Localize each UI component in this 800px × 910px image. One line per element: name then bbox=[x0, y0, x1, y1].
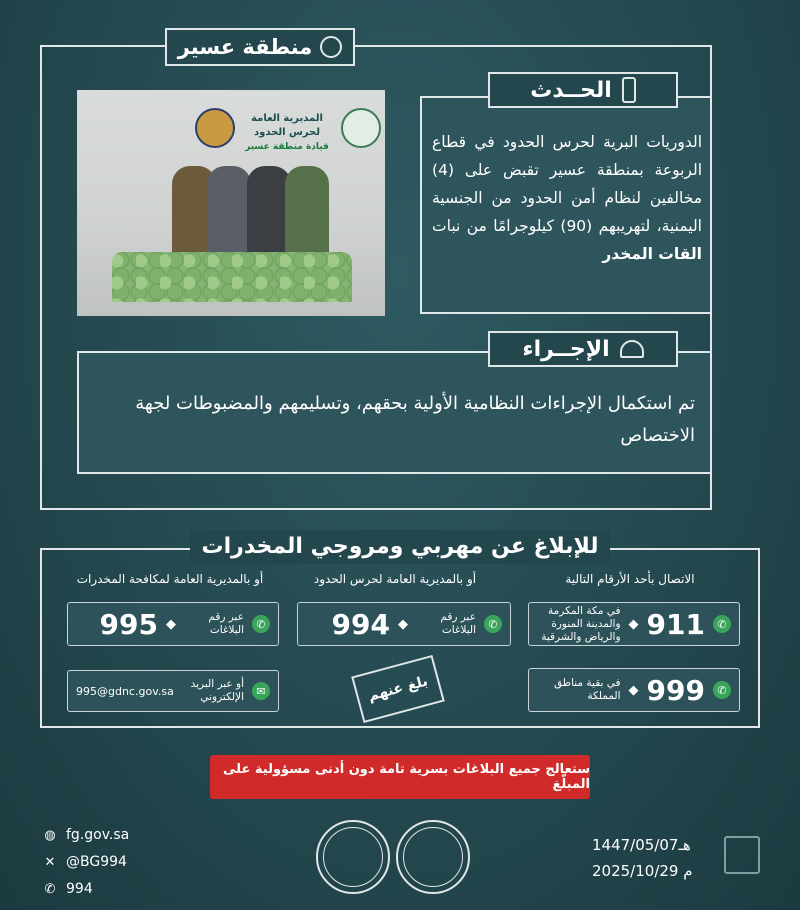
email-card[interactable] bbox=[67, 670, 279, 712]
phone-icon: ✆ bbox=[713, 615, 731, 633]
phone-number-994: 994 bbox=[331, 607, 390, 641]
event-title: الحــدث bbox=[530, 77, 612, 103]
phone-card-911[interactable] bbox=[528, 602, 740, 646]
col1-header: الاتصال بأحد الأرقام التالية bbox=[565, 572, 695, 586]
hijri-date: 1447/05/07هـ bbox=[592, 836, 691, 854]
arrow-icon: ◆ bbox=[166, 616, 176, 632]
phone-icon: ✆ bbox=[484, 615, 502, 633]
phone-footer-icon: ✆ bbox=[44, 882, 56, 897]
footer-links bbox=[42, 822, 129, 903]
event-text-bold: القات المخدر bbox=[602, 245, 702, 263]
website-row[interactable] bbox=[42, 822, 129, 849]
photo-header bbox=[237, 112, 337, 154]
report-title: للإبلاغ عن مهربي ومروجي المخدرات bbox=[190, 530, 610, 564]
photo-header-line2: قيادة منطقة عسير bbox=[245, 142, 329, 152]
region-title: منطقة عسير bbox=[177, 35, 313, 59]
card-995-sub: عبر رقم البلاغات bbox=[208, 611, 244, 636]
email-icon: ✉ bbox=[252, 682, 270, 700]
dates bbox=[592, 832, 693, 884]
photo-header-line1: المديرية العامة لحرس الحدود bbox=[251, 113, 323, 138]
website-link[interactable]: fg.gov.sa bbox=[66, 827, 130, 843]
email-address[interactable]: 995@gdnc.gov.sa bbox=[76, 684, 174, 698]
card-911-sub: في مكة المكرمة والمدينة المنورة والرياض والشرقية bbox=[541, 604, 621, 643]
phone-number-995: 995 bbox=[99, 607, 158, 641]
footer-phone[interactable]: 994 bbox=[66, 881, 93, 897]
saudi-palm-swords-icon bbox=[396, 820, 470, 894]
globe-icon: ◍ bbox=[44, 828, 56, 843]
arrow-icon: ◆ bbox=[628, 616, 639, 632]
phone-number-999: 999 bbox=[646, 673, 705, 707]
arrow-icon: ◆ bbox=[398, 616, 408, 632]
seized-qat-pile bbox=[112, 252, 352, 302]
phone-number-911: 911 bbox=[646, 607, 705, 641]
card-994-sub: عبر رقم البلاغات bbox=[440, 611, 476, 636]
gregorian-date: 2025/10/29 م bbox=[592, 862, 693, 880]
phone-icon: ✆ bbox=[252, 615, 270, 633]
report-stamp: بلغ عنهم bbox=[351, 655, 445, 723]
phone-row[interactable] bbox=[42, 876, 129, 903]
event-text bbox=[432, 128, 702, 268]
action-title: الإجــراء bbox=[522, 336, 610, 362]
region-tab bbox=[165, 28, 355, 66]
phone-card-999[interactable] bbox=[528, 668, 740, 712]
arrow-icon: ◆ bbox=[628, 682, 639, 698]
siren-icon bbox=[620, 340, 644, 358]
saudi-emblem-icon bbox=[341, 108, 381, 148]
walkie-talkie-icon bbox=[622, 77, 636, 103]
person bbox=[285, 166, 329, 256]
x-row[interactable] bbox=[42, 849, 129, 876]
event-tab bbox=[488, 72, 678, 108]
magnifier-icon bbox=[320, 36, 342, 58]
confidential-banner: ستعالج جميع البلاغات بسرية تامة دون أدنى مسؤولية على المبلّغ bbox=[210, 755, 590, 799]
x-handle-link[interactable]: @BG994 bbox=[66, 854, 127, 870]
col3-header: أو بالمديرية العامة لمكافحة المخدرات bbox=[76, 572, 264, 586]
email-sub: أو عبر البريد الإلكتروني bbox=[190, 678, 244, 703]
card-999-sub: في بقية مناطق المملكة bbox=[553, 677, 621, 702]
person bbox=[207, 166, 251, 256]
phone-icon: ✆ bbox=[713, 681, 731, 699]
action-tab bbox=[488, 331, 678, 367]
col2-header: أو بالمديرية العامة لحرس الحدود bbox=[313, 572, 477, 586]
action-text: تم استكمال الإجراءات النظامية الأولية بحقهم، وتسليمهم والمضبوطات لجهة الاختصاص bbox=[135, 393, 695, 446]
border-guard-emblem-icon bbox=[316, 820, 390, 894]
x-icon: ✕ bbox=[44, 855, 56, 870]
calendar-icon bbox=[724, 836, 760, 874]
seizure-photo bbox=[77, 90, 385, 316]
phone-card-994[interactable] bbox=[297, 602, 511, 646]
phone-card-995[interactable] bbox=[67, 602, 279, 646]
border-guard-logo-icon bbox=[195, 108, 235, 148]
event-text-main: الدوريات البرية لحرس الحدود في قطاع الربوعة بمنطقة عسير تقبض على (4) مخالفين لنظام أمن الحدود من الجنسية اليمنية، لتهريبهم (90) كيلوجرامًا من نبات bbox=[432, 133, 702, 235]
